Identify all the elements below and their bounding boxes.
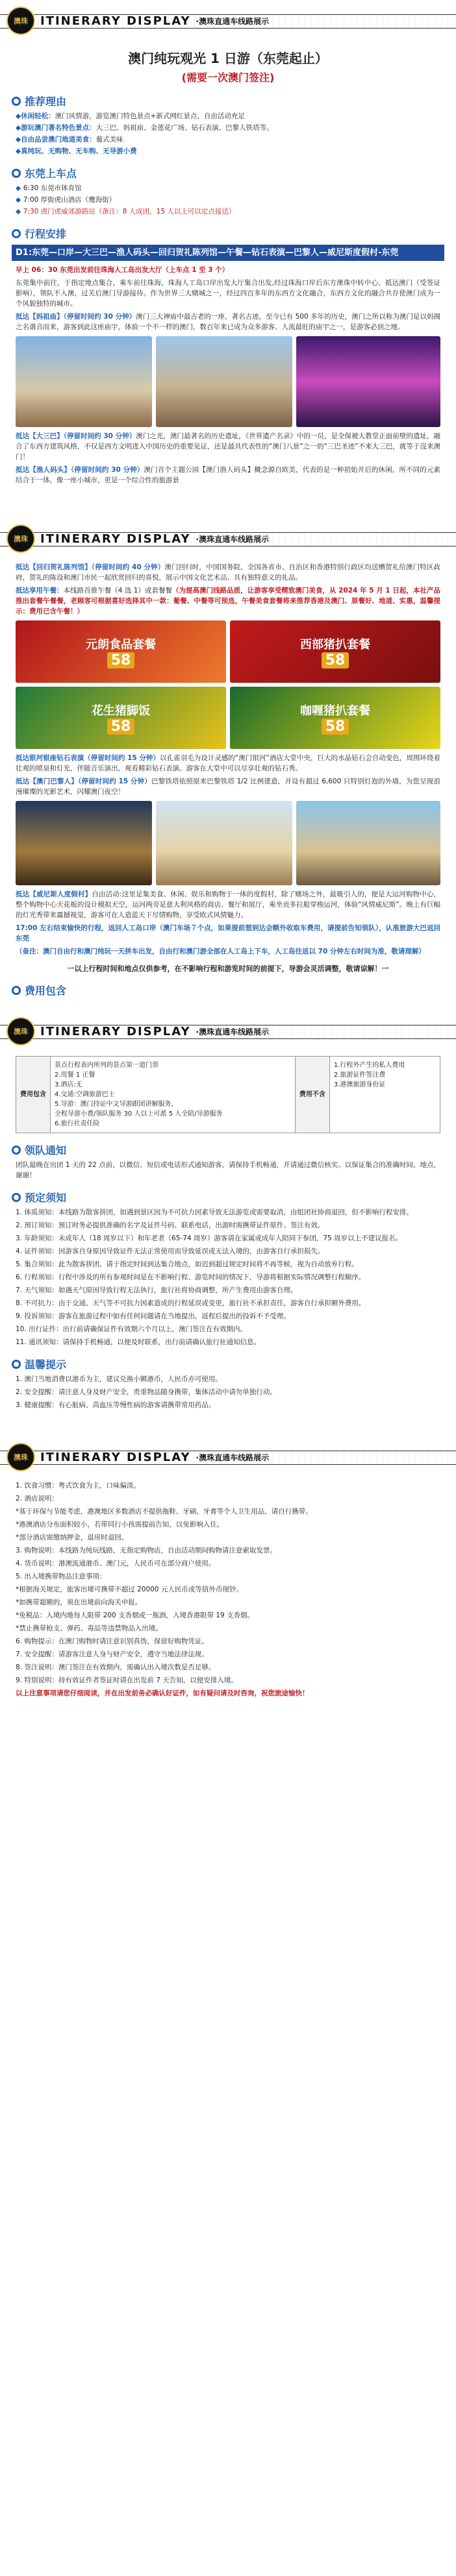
header-title: ITINERARY DISPLAY (40, 1450, 191, 1464)
gift-paragraph: 抵达【回归贺礼陈列馆】（停留时间约 40 分钟）澳门回归时，中国国务院、全国各省市、自治区和香港特别行政区均送赠贺礼给澳门特区政府，贺礼的陈设和澳门市民一起欣赏回归的喜悦，展示中国文化艺术品、具有独特意义的礼品。 (16, 563, 440, 582)
tips-item: 3. 健康提醒：有心脏病、高血压等慢性病的游客请携带常用药品。 (16, 1401, 216, 1409)
fee-include-cell: 景点行程表内所列的景点第一道门票 2.用餐 1 正餐 3.酒店:无 4.交通:空调旅游巴士 5.导游：澳门持证中文导游跟团讲解服务， 全程导游小费/领队服务 30 人以上可派 5 人全陪/导游服务 6.旅行社责任险 (51, 1057, 296, 1133)
return-note: 17:00 左右结束愉快的行程，返回人工岛口岸（澳门车场７个点，如果提前想到达会额外收取车费用，请提前告知领队），认准旅游大巴返回东莞 (16, 924, 440, 942)
fee-exclude-label: 费用不含 (295, 1057, 329, 1133)
extra-item: *港澳酒店分布面积较小，若带同行小孩需提前告知，以免影响入住。 (16, 1521, 224, 1528)
mazu-paragraph: 抵达【妈祖庙】（停留时间约 30 分钟）澳门三大神庙中最古老的一座，著名古迹，至今已有 500 多年的历史，澳门之所以称为澳门是以妈阁之名谐音而来，游客到此这座庙宇，体验一个不一样的澳门，数百年来已成为众多游客、人流最旺的庙宇之一，是游客必到之地。 (16, 313, 440, 331)
bullet-icon (12, 97, 21, 106)
intro-paragraph: 东莞集中前往，于指定地点集合，乘车前往珠海，珠海人工岛口岸出发大厅集合出发,经过珠海口岸后东方澳珠中转中心，抵达澳门（受签证影响），领队不入澳，过关后澳门导游接待。作为世界三大赌城之一，经过四百多年的东西方文化融合，东西方文化的融合共存使澳门成为一个风貌独特的城市。 (16, 279, 440, 308)
extra-item: 3. 购物说明：本线路为纯玩线路，无指定购物店，自由活动期间购物请注意索取发票。 (16, 1547, 277, 1554)
daisanba-paragraph: 抵达【大三巴】（停留时间约 30 分钟）澳门之光，澳门最著名的历史遗址，《世界遗产名录》中的一员，是全保被大教堂正面前壁的遗址，融合了东西方建筑风格，不仅是西方文明进入中国历史的重要见证，还是最具代表性的“澳门八景”之一的“三巴圣迹”不来大三巴，就等于没来澳门！ (16, 432, 440, 461)
extra-item: *根据海关规定，旅客出境可携带不超过 20000 元人民币或等值外币现钞。 (16, 1586, 243, 1593)
notice-item: 3. 年龄须知：未成年人（18 周岁以下）和年老者（65-74 周岁）游客请在家属或成年人陪同下参团，75 周岁以上不建议报名。 (16, 1234, 403, 1242)
photo-row-2 (16, 801, 440, 885)
header-subtitle: ·澳珠直通车线路展示 (196, 16, 270, 26)
fee-exclude-cell: 1.行程外产生的私人费用 2.旅游证件签注费 3.港澳旅游身份证 (329, 1057, 440, 1133)
notice-item: 10. 出行证件：出行前请确保证件有效期六个月以上，澳门签注在有效期内。 (16, 1325, 247, 1333)
extra-item: 6. 购物提示：在澳门购物时请注意识别真伪，保留好购物凭证。 (16, 1638, 209, 1645)
notice-item: 6. 行程须知：行程中涉及的所有参观时间是在不影响行程、游览时间的情况下，导游将根据实际情况调整行程顺序。 (16, 1273, 366, 1281)
boarding-heading: 东莞上车点 (12, 166, 456, 180)
bullet-icon (12, 1360, 21, 1369)
extra-item: 7. 安全提醒：请游客注意人身与财产安全，遵守当地法律法规。 (16, 1650, 209, 1658)
notice-item: 2. 预订须知：预订时务必提供准确的名字及证件号码、联系电话，出游时需携带证件原件、签注有效。 (16, 1221, 325, 1229)
brand-logo: 澳珠 (6, 524, 35, 553)
meal-card: 元朗食品套餐 58 (16, 620, 226, 683)
fee-include-label: 费用包含 (16, 1057, 51, 1133)
notice-item: 11. 通讯须知：请保持手机畅通，以便及时联系，出行前请确认旅行社通知信息。 (16, 1338, 261, 1346)
extra-item: 8. 签注说明：澳门签注在有效期内，需确认出入境次数是否足够。 (16, 1663, 216, 1671)
extra-item: *基于环保与节能考虑，港澳地区多数酒店不提供拖鞋、牙刷、牙膏等个人卫生用品，请自行携带。 (16, 1508, 312, 1515)
boarding-item: ◆ 6:30 东莞市体育馆 (16, 184, 82, 192)
extra-item: *免税品：入境内地每人限带 200 支香烟或一瓶酒，入境香港限带 19 支香烟。 (16, 1612, 255, 1619)
header-subtitle: ·澳珠直通车线路展示 (196, 1453, 270, 1462)
photo-canal (156, 801, 292, 885)
reason-item: ◆真纯玩、无购物、无车购、无导游小费 (16, 147, 137, 155)
header-title: ITINERARY DISPLAY (40, 1024, 191, 1038)
morning-title: 早上 06：30 东莞出发前往珠海人工岛出发大厅（上车点 1 至 3 个） (16, 266, 229, 274)
photo-paris (296, 801, 440, 885)
ticket-heading: 领队通知 (12, 1142, 456, 1157)
meal-card: 咖喱猪扒套餐 58 (230, 687, 440, 749)
bullet-icon (12, 1146, 21, 1155)
itinerary-header (0, 1436, 456, 1478)
fee-table (16, 1056, 440, 1133)
photo-row-1 (16, 336, 440, 427)
boarding-item: ◆ 7:30 虎门虎威郊游路站（备注：8 人成团，15 人以上可以定点接送） (16, 208, 236, 215)
reason-item: ◆自由品尝澳门地道美食：葡式美味 (16, 136, 123, 143)
venice-paragraph: 抵达【威尼斯人度假村】自由活动:这里是集美食、休闲、娱乐和购物于一体的度假村，除了赌场之外，最吸引人的，便是大运河购物中心，整个购物中心天花板的设计模拟天空，运河两旁是意大利风格的商店、餐厅和展厅，乘坐贡多拉船穿梭运河，体验“风情威尼斯”。晚上有巨幅的灯光秀带来震撼视觉，游客可在人造蓝天下尽情购物，享受欧式风情魅力。 (16, 890, 440, 919)
meal-card: 西部猪扒套餐 58 (230, 620, 440, 683)
notice-item: 4. 证件须知：因游客自身原因导致证件无法正常使用而导致延误或无法入境的，由游客自行承担损失。 (16, 1247, 325, 1255)
tips-heading: 温馨提示 (12, 1356, 456, 1371)
notice-item: 9. 投诉须知：游客在旅游过程中如有任何问题请在当地提出，返程后提出的投诉不予受理。 (16, 1312, 290, 1320)
disclaimer: 一以上行程时间和地点仅供参考，在不影响行程和游览时间的前提下，导游会灵活调整，敬请谅解！一 (67, 964, 389, 973)
notice-heading: 预定须知 (12, 1190, 456, 1205)
extra-item: 9. 特别说明：持有效证件者签证时请在出发前 7 天告知，以便安排入境。 (16, 1676, 238, 1684)
itinerary-header (0, 1011, 456, 1052)
extra-item: 1. 饮食习惯：粤式饮食为主，口味偏淡。 (16, 1482, 140, 1490)
extra-item: 4. 货币说明：港澳流通港币、澳门元，人民币可在部分商户使用。 (16, 1560, 216, 1567)
extra-item: 5. 出入境携带物品注意事项： (16, 1573, 107, 1580)
extra-item: *部分酒店需缴纳押金，退房时退回。 (16, 1534, 129, 1541)
header-subtitle: ·澳珠直通车线路展示 (196, 534, 270, 544)
photo-venice (16, 801, 152, 885)
bullet-icon (12, 169, 21, 178)
extra-item: *禁止携带枪支、弹药、毒品等违禁物品入出境。 (16, 1625, 162, 1632)
extra-item: 2. 酒店说明： (16, 1495, 58, 1503)
fisherman-paragraph: 抵达【渔人码头】（停留时间约 30 分钟）澳门首个主题公园【澳门渔人码头】概念源自欧美，代表的是一种初始并后的休闲，所不同的元素结合于一体，像一座小城市，更是一个综合性的旅游景 (16, 466, 440, 484)
fee-heading: 费用包含 (12, 983, 456, 998)
brand-logo: 澳珠 (6, 6, 35, 35)
photo-show (296, 336, 440, 427)
notice-item: 7. 天气须知：如遇天气原因导致行程无法执行，旅行社将协商调整，所产生费用由游客自理。 (16, 1286, 298, 1294)
visa-note: (需要一次澳门签注) (181, 71, 275, 84)
notice-item: 8. 不可抗力：由于交通、天气等不可抗力因素造成的行程延误或变更，旅行社不承担责任，游客自行承担额外费用。 (16, 1299, 366, 1307)
photo-ruins (156, 336, 292, 427)
diamond-paragraph: 抵达银河银座钻石表演（停留时间约 15 分钟）以孔雀羽毛为设计灵感的“澳门银河”酒店大堂中央，巨大的水晶钻石会自动变色，周围环绕着壮观的喷泉和灯光，伴随音乐演出，观看精彩钻石表演。游客在大堂中可以尽享壮观的钻石秀。 (16, 754, 440, 772)
header-title: ITINERARY DISPLAY (40, 14, 191, 28)
itinerary-header (0, 0, 456, 42)
brand-logo: 澳珠 (6, 1443, 35, 1471)
brand-logo: 澳珠 (6, 1017, 35, 1046)
photo-mazu (16, 336, 152, 427)
header-title: ITINERARY DISPLAY (40, 532, 191, 546)
tips-item: 2. 安全提醒：请注意人身及财产安全，贵重物品随身携带，集体活动中请勿单独行动。 (16, 1388, 277, 1396)
bullet-icon (12, 986, 21, 995)
day-banner: D1:东莞—口岸—大三巴—渔人码头—回归贺礼陈列馆—午餐—钻石表演—巴黎人—威尼斯度假村-东莞 (12, 245, 444, 261)
closing-note: 以上注意事项请您仔细阅读，并在出发前务必确认好证件，如有疑问请及时咨询，祝您旅途愉快！ (16, 1689, 309, 1697)
schedule-heading: 行程安排 (12, 226, 456, 241)
header-subtitle: ·澳珠直通车线路展示 (196, 1027, 270, 1037)
lunch-paragraph: 抵达享用午餐：本线路首推午餐（4 选 1）或套餐餐（为提高澳门线路品质，让游客享受精致澳门美食，从 2024 年 5 月 1 日起，本社产品推出套餐午餐餐，老顾客可根据喜好选择其中一款：葡餐、中餐等可预选，午餐美食套餐将来推荐香港及澳门、原餐好、地道、实惠，温馨提示：费用已含午餐！） (16, 587, 440, 615)
bullet-icon (12, 229, 21, 238)
page-title: 澳门纯玩观光 1 日游（东莞起止） (128, 51, 328, 66)
tower-paragraph: 抵达【澳门巴黎人】（停留时间约 15 分钟）巴黎铁塔依照原来巴黎铁塔 1/2 比例建造，并设有超过 6,600 只特别灯泡的外墙，为您呈现浪漫璀璨的光影艺术，闪耀澳门夜空！ (16, 778, 440, 796)
meal-card: 花生猪脚饭 58 (16, 687, 226, 749)
reasons-heading: 推荐理由 (12, 93, 456, 108)
tips-item: 1. 澳门当地消费以港币为主，建议兑换小额港币，人民币亦可使用。 (16, 1375, 222, 1383)
bullet-icon (12, 1193, 21, 1202)
itinerary-header (0, 518, 456, 559)
extra-item: *如携带超额的，须在出境前向海关申报。 (16, 1599, 142, 1606)
notice-item: 1. 体质须知：本线路为散客拼团，如遇到景区因为不可抗力因素导致无法游览或需要取消，由组团社协商退回，但不影响行程安排。 (16, 1208, 413, 1216)
meal-grid (16, 620, 440, 749)
reason-item: ◆游玩澳门著名特色景点：大三巴、妈祖庙、金莲花广场、钻石表演、巴黎人铁塔等。 (16, 124, 273, 132)
boarding-item: ◆ 7:00 厚街虎山酒店（鹰海街） (16, 196, 116, 204)
return-note-2: （备注：澳门自由行和澳门纯玩一天拼车出发，自由行和澳门游全部在人工岛上下车，人工岛往返以 70 分钟左右时间为准，敬请理解） (16, 948, 425, 955)
reason-item: ◆休闲轻松：澳门风情游，游览澳门特色景点+新式网红景点、自由活动充足 (16, 112, 245, 120)
notice-item: 5. 集合须知：此为散客拼团，请于指定时间到达集合地点，如迟到超过规定时间将不再等候，视为自动放弃行程。 (16, 1260, 359, 1268)
ticket-text: 团队最晚在出团 1 天的 22 点前，以微信、短信或电话形式通知游客，请保持手机畅通，并请通过微信核实。以保证集合的准确时间、地点，谢谢！ (16, 1161, 440, 1179)
